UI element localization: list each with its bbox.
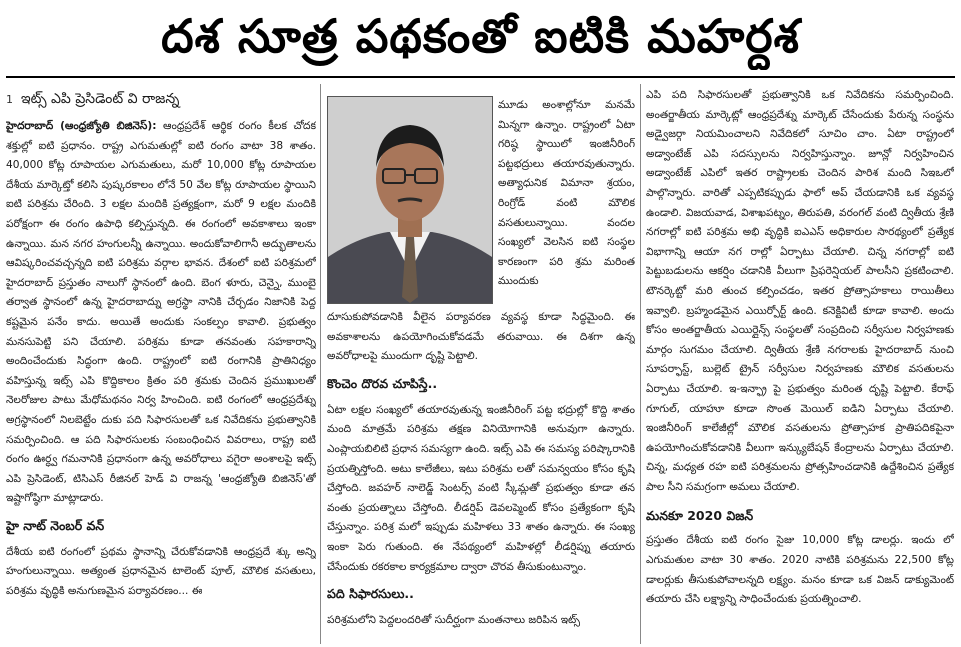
column-3	[646, 86, 954, 644]
headline: దశ సూత్ర పథకంతో ఐటికి మహర్దశ	[161, 9, 800, 63]
column1-para2: దేశీయ ఐటి రంగంలో ప్రథమ స్థానాన్ని చేరుకోవడానికి ఆంధ్రప్రదే శ్కు అన్ని హంగులున్నాయి. అత్యంత ప్రధానమైన టాలెంట్ పూల్, మౌలిక వసతులు, పరిశ్రమ వృద్ధికి అనుగుణమైన పర్యావరణం... ఈ	[6, 545, 316, 598]
column2-para2: ఏటా లక్షల సంఖ్యలో తయారవుతున్న ఇంజినీరింగ్ పట్ట భద్రుల్లో కొద్ది శాతం మంది మాత్రమే పరిశ్రమ తక్షణ వినియోగానికి అనువుగా ఉన్నారు. ఎంప్లాయబిలిటి ప్రధాన సమస్యగా ఉంది. ఇట్స్ ఎపి ఈ సమస్య పరిష్కారానికి ప్రయత్నిస్తోంది. అటు కాలేజీలు, ఇటు పరిశ్రమ లతో సమన్వయం కోసం కృషి చేస్తోంది. జవహర్ నాలెడ్జ్ సెంటర్స్ వంటి స్కీమ్లతో ప్రభుత్వం కూడా తన వంతు ప్రయత్నాలు చేస్తోంది. లీడర్షిప్ డెవలప్మెంట్ కోసం ప్రత్యేకంగా కృషి చేస్తున్నాం. పరిశ్ర మలో ఇప్పుడు మహిళలు 33 శాతం ఉన్నారు. ఈ సంఖ్య ఇంకా పెరు గుతుంది. ఈ నేపథ్యంలో మహిళల్లో లీడర్షిప్ను తయారు చేసేందుకు రకరకాల కార్యక్రమాల ద్వారా చొరవ తీసుకుంటున్నాం.	[327, 403, 635, 573]
column3-subhead: మనకూ 2020 విజన్	[646, 508, 754, 524]
column2-subhead1: కొంచెం దొరవ చూపిస్తే..	[327, 375, 438, 391]
column1-para1	[6, 117, 316, 509]
column2-beside-photo: మూడు అంశాల్లోనూ మనమే మిన్నగా ఉన్నాం. రాష్ట్రంలో ఏటా గరిష్ఠ స్థాయిలో ఇంజినీరింగ్ పట్టభద్రులు తయారవుతున్నారు. అత్యాధునిక విమానా శ్రయం, రింగ్రోడ్ వంటి మౌలిక వసతులున్నాయి. వందల సంఖ్యలో వెలసిన ఐటి సంస్థల కారణంగా పరి శ్రమ మరింత ముందుకు	[498, 99, 635, 288]
column1-para1-text: ఆంధ్రప్రదేశ్ ఆర్థిక రంగం కీలక చోదక శక్తుల్లో ఐటి ప్రధానం. రాష్ట్ర ఎగుమతుల్లో ఐటి రంగం వాటా 38 శాతం. 40,000 కోట్ల రూపాయల ఎగుమతులు, మరో 10,000 కోట్ల రూపాయల దేశీయ మార్కెట్తో కలిసి పుష్కరకాలం లోనే 50 వేల కోట్ల రూపాయల స్థాయిని ఐటి పరిశ్రమ చేరింది. 3 లక్షల మందికి ప్రత్యక్షంగా, మరో 9 లక్షల మందికి పరోక్షంగా ఈ రంగం ఉపాధి కల్పిస్తున్నది. ఈ రంగంలో అవకాశాలు ఇంకా ఉన్నాయి. మన నగర హంగులన్నీ ఉన్నాయి. అందుకోవాలిగానీ అద్భుతాలను ఆవిష్కరించవచ్చన్నది ఐటి పరిశ్రమ వర్గాల భావన. దేశంలో ఐటి పరిశ్రమలో హైదరాబాద్ ప్రస్తుతం నాలుగో స్థానంలో ఉంది. బెంగ ళూరు, చెన్నై, ముంబై తర్వాత స్థానంలో ఉన్న హైదరాబాద్ను అగ్రస్థా నానికి చేర్చడం నిజానికి పెద్ద కష్టమైన పనేం కాదు. అయితే అందుకు సంకల్పం కావాలి. ప్రభుత్వం మనసుపెట్టి పని చేయాలి. పరిశ్రమ కూడా తనవంతు సహకారాన్ని అందించేందుకు సిద్ధంగా ఉంది. రాష్ట్రంలో ఐటి రంగానికి ప్రాతినిధ్యం వహిస్తున్న ఇట్స్ ఎపి కొద్దికాలం క్రితం పరి శ్రమకు చెందిన ప్రముఖులతో నెలరోజుల పాటు మేధోమథనం నిర్వ హించింది. ఐటి రంగంలో ఆంధ్రప్రదేశ్ను అగ్రస్థానంలో నిలబెట్టేం దుకు పది సిఫారసులతో ఒక నివేదికను ప్రభుత్వానికి సమర్పించింది. ఆ పది సిఫారసులకు సంబంధించిన వివరాలు, రాష్ట్ర ఐటి రంగం ఊర్ధ్వ గమనానికి ప్రధానంగా ఉన్న అవరోధాలు వగైరా అంశాలపై ఇట్స్ ఎపి ప్రెసిడెంట్, టిసిఎస్ రీజినల్ హెడ్ వి రాజన్న 'ఆంధ్రజ్యోతి బిజినెస్'తో ఇష్టాగోష్ఠిగా మాట్లాడారు.	[6, 120, 316, 505]
column1-subhead: హై నాట్ నెంబర్ వన్	[6, 517, 105, 533]
column-divider-2	[640, 84, 641, 644]
dateline: హైదరాబాద్ (ఆంధ్రజ్యోతి బిజినెస్):	[6, 120, 157, 132]
byline	[6, 86, 316, 113]
column2-para3: పరిశ్రమలోని పెద్దలందరితో సుదీర్ఘంగా మంతనాలు జరిపిన ఇట్స్	[327, 614, 581, 627]
byline-number: 1	[6, 93, 13, 106]
column3-para2: ప్రస్తుతం దేశీయ ఐటి రంగం సైజు 10,000 కోట్ల డాలర్లు. ఇందు లో ఎగుమతుల వాటా 30 శాతం. 2020 నాటికి పరిశ్రమను 22,500 కోట్ల డాలర్లుకు తీసుకుపోవాలన్నది లక్ష్యం. మనం కూడా ఒక విజన్ డాక్యుమెంట్ తయారు చేసి లక్ష్యాన్ని సాధించేందుకు ప్రయత్నించాలి.	[646, 534, 954, 606]
column-2	[327, 86, 635, 644]
column2-subhead2: పది సిఫారసులు..	[327, 586, 414, 602]
column-divider-1	[320, 84, 321, 644]
column2-para1: దూసుకుపోవడానికి వీలైన పర్యావరణ వ్యవస్థ కూడా సిద్ధమైంది. ఈ అవకాశాలను ఉపయోగించుకోవడమే తరువాయి. ఈ దిశగా ఉన్న అవరోధాలపై ముందుగా దృష్టి పెట్టాలి.	[327, 311, 635, 363]
column3-para1: ఎపి పది సిఫారసులతో ప్రభుత్వానికి ఒక నివేదికను సమర్పించింది. అంతర్జాతీయ మార్కెట్లో ఆంధ్రప్రదేశ్ను మార్కెట్ చేసేందుకు పేరున్న సంస్థను అడ్వైజర్గా నియమించాలని నివేదికలో సూచిం చాం. ఏటా రాష్ట్రంలో అడ్వాంటేజ్ ఎపి సదస్సులను నిర్వహిస్తున్నాం. జూన్లో నిర్వహించిన అడ్వాంటేజ్ ఎపిలో ఇతర రాష్ట్రాలకు చెందిన పారిశ మంది సిఇఒలో పాల్గొన్నారు. వారితో ఎప్పటికప్పుడు ఫాలో అప్ చేయడానికి ఒక వ్యవస్థ ఉండాలి. విజయవాడ, విశాఖపట్నం, తిరుపతి, వరంగల్ వంటి ద్వితీయ శ్రేణి నగరాల్లో ఐటి పరిశ్రమ అభి వృద్ధికి ఐఎఎస్ అధికారుల సారథ్యంలో ప్రత్యేక విభాగాన్ని ఆయా నగ రాల్లో ఏర్పాటు చేయాలి. చిన్న నగరాల్లో ఐటి పెట్టుబడులను ఆకర్షిం చడానికి వీలుగా ప్రిఫరెన్షియల్ పాలసీని ప్రకటించాలి. టౌనర్కెట్టో మరి తుంచ కల్పించడం, ఇతర ప్రోత్సాహకాలు రాయితీలు ఇవ్వాలి. బ్రహ్మండమైన ఎయిర్పోర్ట్ ఉంది. కనెక్టివిటీ కూడా కావాలి. అందు కోసం అంతర్జాతీయ ఎయిర్లైన్స్ సంస్థలతో సంప్రదించి సర్వీసుల నిర్వహణకు మార్గం సుగమం చేయాలి. ద్వితీయ శ్రేణి నగరాలకు హైదరాబాద్ నుంచి సూపర్ఫాస్ట్, బుల్లెట్ ట్రైన్ సర్వీసుల నిర్వహణకు మౌలిక వసతులను ఏర్పాటు చేయాలి. ఇ-ఇన్ఫ్రా పై ప్రభుత్వం మరింత దృష్టి పెట్టాలి. కేరాఫ్ గూగుల్, యాహూ కూడా సొంత మెయిల్ ఐడిని ఏర్పాటు చేయాలి. ఇంజినీరింగ్ కాలేజీల్లో మౌలిక వసతులను ప్రోత్సాహక ప్రాతిపదికపైనా ఉపయోగించుకోవడానికి వీలుగా ఇన్క్యుబేషన్ కేంద్రాలను ఏర్పాటు చేయాలి. చిన్న, మధ్యత రహ ఐటి పరిశ్రమలను ప్రోత్సహించడానికి ఉద్దేశించిన ప్రత్యేక పాల సీని సమగ్రంగా అమలు చేయాలి.	[646, 89, 954, 493]
column2-body	[327, 308, 635, 631]
byline-text: ఇట్స్ ఎపి ప్రెసిడెంట్ వి రాజన్న	[21, 91, 180, 107]
headline-rule	[6, 76, 955, 78]
column-1	[6, 86, 316, 644]
